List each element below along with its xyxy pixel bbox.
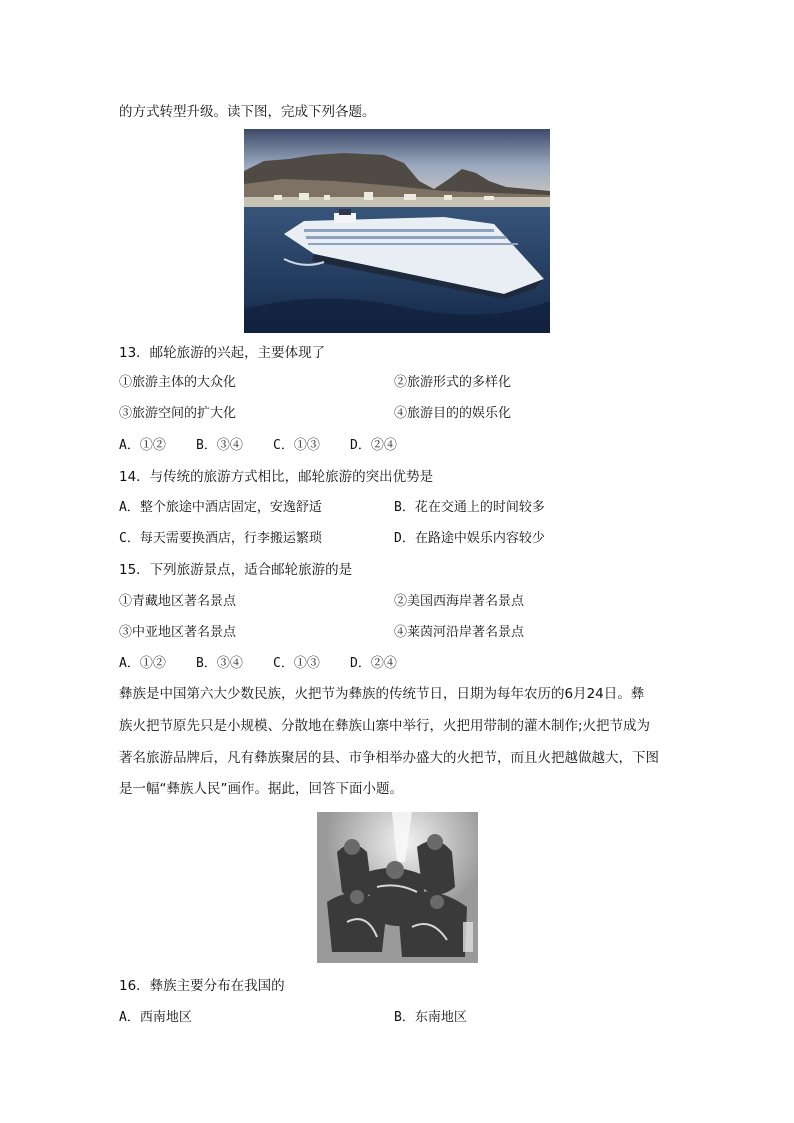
passage-line-2: 族火把节原先只是小规模、分散地在彝族山寨中举行，火把用带制的灌木制作;火把节成为 [119,718,651,734]
q15-item-3: ③中亚地区著名景点 [119,625,237,640]
q15-item-1: ①青藏地区著名景点 [119,594,237,609]
q13-item-1: ①旅游主体的大众化 [119,375,237,390]
q16-choice-a: A．西南地区 [119,1010,192,1025]
q16-choice-b: B．东南地区 [394,1010,467,1025]
q14-choice-c: C．每天需要换酒店，行李搬运繁琐 [119,531,322,546]
q13-choice-a: A．①② [119,438,166,453]
passage-line-1: 彝族是中国第六大少数民族，火把节为彝族的传统节日，日期为每年农历的6月24日。彝 [119,686,645,702]
passage-line-4: 是一幅“彝族人民”画作。据此，回答下面小题。 [119,781,403,797]
q15-choice-a: A．①② [119,656,166,671]
q15-choice-c: C．①③ [273,656,320,671]
q13-item-3: ③旅游空间的扩大化 [119,406,237,421]
q14-choice-d: D．在路途中娱乐内容较少 [394,531,545,546]
q13-item-2: ②旅游形式的多样化 [394,375,512,390]
q15-item-2: ②美国西海岸著名景点 [394,594,525,609]
q14-choice-a: A．整个旅途中酒店固定，安逸舒适 [119,500,322,515]
q13-choice-d: D．②④ [350,438,397,453]
q13-stem: 13．邮轮旅游的兴起，主要体现了 [119,345,326,361]
cruise-ship-photo [244,129,550,333]
q15-choice-b: B．③④ [196,656,243,671]
q15-stem: 15．下列旅游景点，适合邮轮旅游的是 [119,562,353,578]
q14-stem: 14．与传统的旅游方式相比，邮轮旅游的突出优势是 [119,469,434,485]
q13-item-4: ④旅游目的的娱乐化 [394,406,512,421]
q15-item-4: ④莱茵河沿岸著名景点 [394,625,525,640]
q13-choice-b: B．③④ [196,438,243,453]
q14-choice-b: B．花在交通上的时间较多 [394,500,545,515]
yi-people-painting [317,812,478,963]
q15-choice-d: D．②④ [350,656,397,671]
intro-tail: 的方式转型升级。读下图，完成下列各题。 [119,104,376,120]
q13-choice-c: C．①③ [273,438,320,453]
q16-stem: 16．彝族主要分布在我国的 [119,978,285,994]
passage-line-3: 著名旅游品牌后，凡有彝族聚居的县、市争相举办盛大的火把节，而且火把越做越大，下图 [119,750,659,766]
